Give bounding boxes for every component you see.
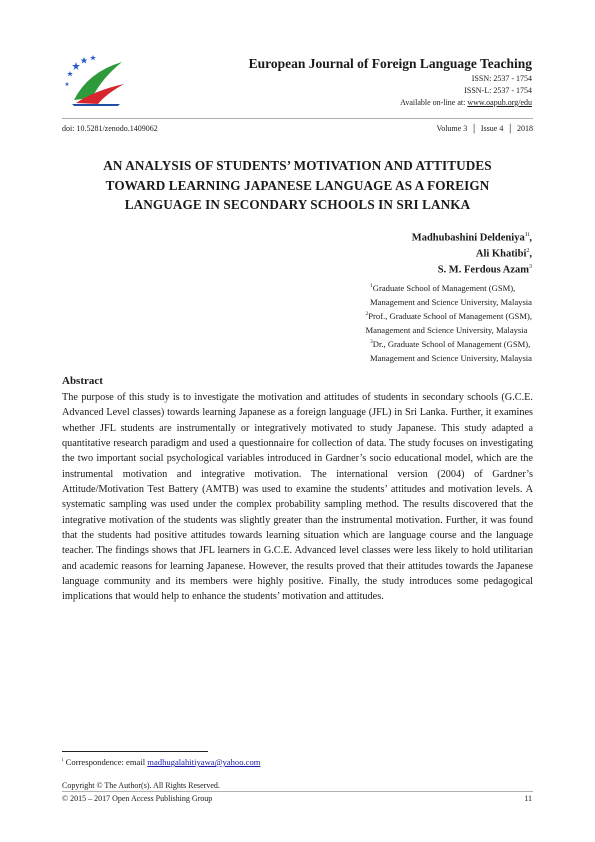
affil-line: Dr., Graduate School of Management (GSM),	[372, 338, 531, 349]
title-line: TOWARD LEARNING JAPANESE LANGUAGE AS A FOREIGN	[105, 177, 490, 193]
issue: Issue 4	[480, 124, 504, 133]
author-2	[476, 248, 532, 260]
year: 2018	[517, 124, 533, 133]
article-meta	[62, 124, 533, 133]
footnote-label: Correspondence: email	[63, 757, 148, 767]
title-line: LANGUAGE IN SECONDARY SCHOOLS IN SRI LANKA	[124, 197, 471, 212]
correspondence-email-link[interactable]: madhugalahitiyawa@yahoo.com	[147, 757, 261, 767]
publisher-notice: © 2015 – 2017 Open Access Publishing Group	[62, 794, 213, 803]
author-name: Ali Khatibi	[475, 248, 527, 260]
footnote-rule	[62, 751, 208, 752]
issn: ISSN: 2537 - 1754	[471, 74, 532, 83]
author-1	[412, 232, 532, 244]
footnote-marker: i	[62, 757, 64, 764]
separator: │	[471, 124, 477, 133]
logo-blue-base	[72, 104, 120, 106]
author-name: S. M. Ferdous Azam	[437, 264, 529, 276]
affiliation-3	[370, 335, 532, 365]
header-rule	[62, 118, 533, 119]
author-sup: 3	[529, 264, 532, 270]
author-trail: ,	[529, 248, 532, 260]
affil-sup: 2	[365, 311, 369, 317]
affil-line: Management and Science University, Malaysia	[370, 352, 532, 363]
abstract-body: The purpose of this study is to investigate the motivation and attitudes of students in secondary schools (G.C.E. Advanced Level classes) towards learning Japanese as a foreign language (JFL) in Sri Lanka. Further, it examines whether JFL students are instrumentally or integratively motivated to study Japanese. This study adapted a quantitative research paradigm and used a questionnaire for collection of data. The study focuses on investigating the two important social psychological variables introduced in Gardner’s socio educational model, which are the instrumental motivation and integrative motivation. The international version (2004) of Gardner’s Attitude/Motivation Test Battery (AMTB) was used to examine the students’ attitudes and motivation levels. A systematic sampling was used under the complex probability sampling method. The results discovered that the integrative motivation of the students was slightly greater than the instrumental motivation. Further, it was found that the students had positive attitudes towards learning situation which are language course and the language teacher. The findings shows that JFL learners in G.C.E. Advanced level classes were less likely to hold utilitarian and academic reasons for learning Japanese. However, the results proved that their attitudes towards the Japanese language community and its members were highly positive. Finally, the study introduces some pedagogical implications that would help to enhance the students’ motivation and attitudes.	[62, 392, 533, 603]
title-line: AN ANALYSIS OF STUDENTS’ MOTIVATION AND ATTITUDES	[103, 158, 492, 173]
page-number: 11	[524, 794, 532, 803]
separator: │	[507, 124, 513, 133]
journal-website-link[interactable]: www.oapub.org/edu	[467, 98, 532, 107]
doi: doi: 10.5281/zenodo.1409062	[62, 124, 158, 133]
volume-issue-year	[436, 124, 533, 133]
affiliation-2	[366, 307, 532, 337]
online-label: Available on-line at:	[400, 98, 468, 107]
author-name: Madhubashini Deldeniya	[411, 232, 525, 244]
author-trail: ,	[529, 232, 532, 244]
volume: Volume 3	[436, 124, 468, 133]
online-availability	[400, 98, 532, 107]
author-3	[438, 264, 532, 276]
affil-line: Management and Science University, Malaysia	[365, 324, 528, 335]
correspondence-footnote	[62, 757, 260, 767]
footer-rule	[62, 791, 533, 792]
author-sup: 1i	[524, 232, 530, 238]
affil-sup: 1	[370, 283, 373, 289]
affiliation-1	[370, 279, 532, 309]
abstract-heading: Abstract	[62, 375, 103, 387]
affil-line: Prof., Graduate School of Management (GSM),	[368, 310, 532, 321]
author-sup: 2	[526, 248, 530, 254]
affil-line: Management and Science University, Malaysia	[370, 296, 532, 307]
journal-logo	[62, 54, 128, 106]
issn-l: ISSN-L: 2537 - 1754	[464, 86, 532, 95]
affil-line: Graduate School of Management (GSM),	[372, 282, 516, 293]
article-title	[62, 156, 533, 215]
affil-sup: 3	[370, 339, 373, 345]
journal-title: European Journal of Foreign Language Teaching	[248, 56, 532, 71]
copyright-notice: Copyright © The Author(s). All Rights Reserved.	[62, 781, 220, 790]
